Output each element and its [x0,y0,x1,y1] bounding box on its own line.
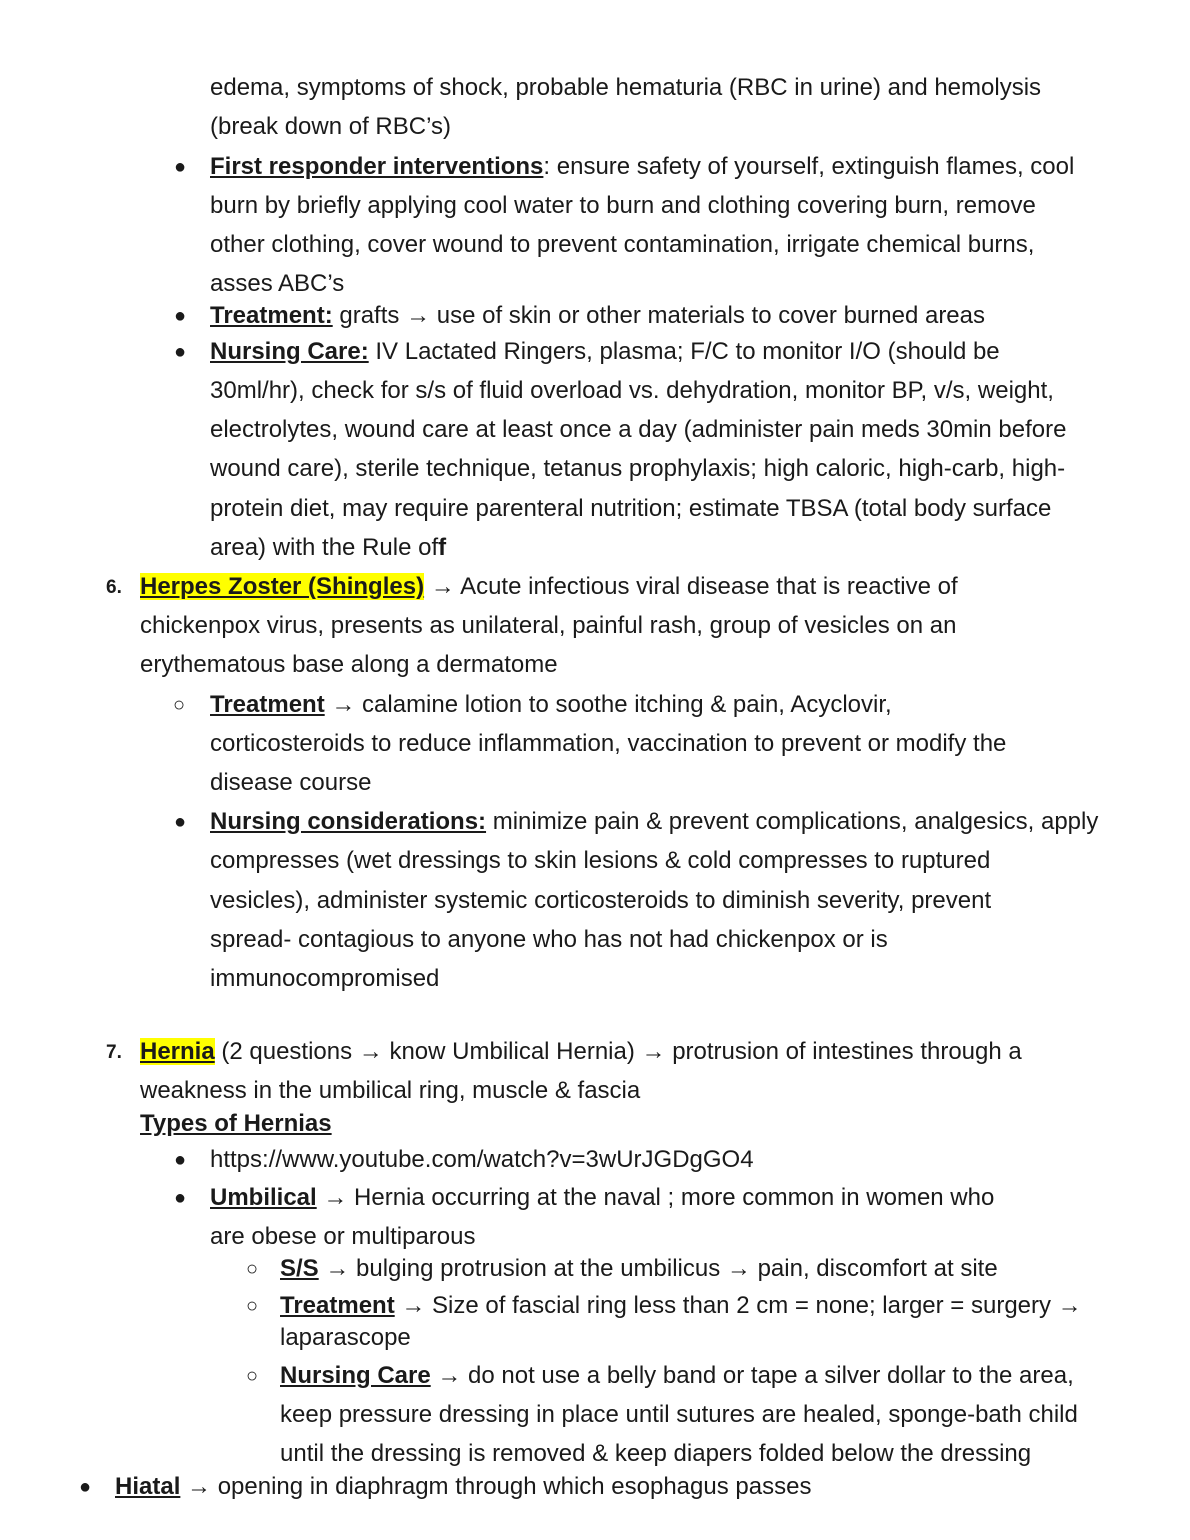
herpes-treatment-label: Treatment [210,691,325,718]
herpes-nursing-line: spread- contagious to anyone who has not had chickenpox or is [210,926,888,953]
bullet-disc-icon: ● [79,1476,92,1498]
hernia-title: Hernia [140,1038,215,1065]
bullet-circle-icon: ○ [246,1258,259,1280]
youtube-link[interactable]: https://www.youtube.com/watch?v=3wUrJGDgGO4 [210,1146,754,1173]
herpes-nursing-label: Nursing considerations: [210,808,487,835]
bullet-disc-icon: ● [174,811,187,833]
umbilical-line: Umbilical → Hernia occurring at the naval ; more common in women who [210,1184,995,1211]
burn-nursing-line: electrolytes, wound care at least once a day (administer pain meds 30min before [210,416,1067,443]
hernia-nursing-label: Nursing Care [280,1362,431,1389]
hernia-line: weakness in the umbilical ring, muscle & fascia [140,1077,641,1104]
herpes-line: erythematous base along a dermatome [140,651,558,678]
herpes-nursing-line: immunocompromised [210,965,440,992]
umbilical-label: Umbilical [210,1184,317,1211]
first-responder-label: First responder interventions [210,153,544,180]
first-responder-line: other clothing, cover wound to prevent contamination, irrigate chemical burns, [210,231,1035,258]
ss-label: S/S [280,1255,319,1282]
burn-nursing-line: area) with the Rule off [210,534,447,561]
burn-treatment-line: Treatment: grafts → use of skin or other materials to cover burned areas [210,302,986,329]
types-of-hernias-heading: Types of Hernias [140,1110,332,1137]
list-number: 6. [106,577,122,598]
herpes-treatment-line: disease course [210,769,372,796]
first-responder-line: First responder interventions: ensure safety of yourself, extinguish flames, cool [210,153,1075,180]
burn-nursing-line: protein diet, may require parenteral nutrition; estimate TBSA (total body surface [210,495,1052,522]
herpes-title: Herpes Zoster (Shingles) [140,573,425,600]
burn-continuation-line: (break down of RBC’s) [210,113,451,140]
herpes-line: chickenpox virus, presents as unilateral, painful rash, group of vesicles on an [140,612,957,639]
hiatal-label: Hiatal [115,1473,181,1500]
herpes-nursing-line: vesicles), administer systemic corticosteroids to diminish severity, prevent [210,887,992,914]
hernia-treatment-line: Treatment → Size of fascial ring less than 2 cm = none; larger = surgery → [280,1292,1082,1319]
bullet-disc-icon: ● [174,341,187,363]
herpes-nursing-line: compresses (wet dressings to skin lesions & cold compresses to ruptured [210,847,991,874]
burn-continuation-line: edema, symptoms of shock, probable hematuria (RBC in urine) and hemolysis [210,74,1042,101]
hiatal-line: Hiatal → opening in diaphragm through which esophagus passes [115,1473,812,1500]
hernia-treatment-line: laparascope [280,1324,411,1351]
herpes-nursing-line: Nursing considerations: minimize pain & prevent complications, analgesics, apply [210,808,1099,835]
umbilical-line: are obese or multiparous [210,1223,476,1250]
hernia-nursing-line: keep pressure dressing in place until sutures are healed, sponge-bath child [280,1401,1078,1428]
burn-nursing-label: Nursing Care: [210,338,369,365]
burn-treatment-label: Treatment: [210,302,333,329]
burn-nursing-line: 30ml/hr), check for s/s of fluid overload vs. dehydration, monitor BP, v/s, weight, [210,377,1054,404]
bullet-disc-icon: ● [174,1149,187,1171]
bullet-disc-icon: ● [174,1187,187,1209]
first-responder-line: asses ABC’s [210,270,345,297]
bullet-circle-icon: ○ [173,694,186,716]
herpes-treatment-line: corticosteroids to reduce inflammation, vaccination to prevent or modify the [210,730,1007,757]
hernia-nursing-line: Nursing Care → do not use a belly band or tape a silver dollar to the area, [280,1362,1074,1389]
burn-nursing-line: Nursing Care: IV Lactated Ringers, plasma; F/C to monitor I/O (should be [210,338,1000,365]
burn-nursing-line: wound care), sterile technique, tetanus prophylaxis; high caloric, high-carb, high- [210,455,1066,482]
ss-line: S/S → bulging protrusion at the umbilicus → pain, discomfort at site [280,1255,998,1282]
list-number: 7. [106,1042,122,1063]
bullet-disc-icon: ● [174,156,187,178]
hernia-heading-line: Hernia (2 questions → know Umbilical Hernia) → protrusion of intestines through a [140,1038,1022,1065]
hernia-treatment-label: Treatment [280,1292,395,1319]
bullet-circle-icon: ○ [246,1295,259,1317]
herpes-treatment-line: Treatment → calamine lotion to soothe itching & pain, Acyclovir, [210,691,892,718]
herpes-heading-line: Herpes Zoster (Shingles) → Acute infectious viral disease that is reactive of [140,573,958,600]
bullet-circle-icon: ○ [246,1365,259,1387]
hernia-nursing-line: until the dressing is removed & keep diapers folded below the dressing [280,1440,1032,1467]
bullet-disc-icon: ● [174,305,187,327]
first-responder-line: burn by briefly applying cool water to burn and clothing covering burn, remove [210,192,1036,219]
